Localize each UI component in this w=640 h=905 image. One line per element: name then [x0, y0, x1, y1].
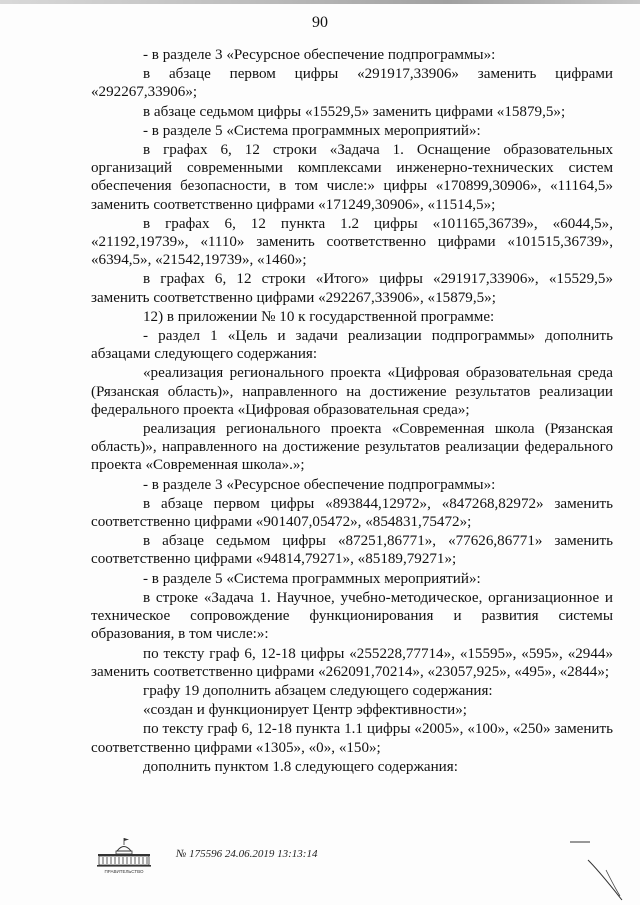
paragraph: в графах 6, 12 пункта 1.2 цифры «101165,36739», «6044,5», «21192,19739», «1110» заменить соответственно цифрами «101515,36739», «6394,5», «21542,19739», «1460»;: [91, 215, 613, 269]
paragraph: в графах 6, 12 строки «Задача 1. Оснащение образовательных организаций современными комплексами инженерно-технических систем обеспечения безопасности, в том числе:» цифры «170899,30906», «11164,5» заменить соответственно цифрами «171249,30906», «11514,5»;: [91, 142, 613, 213]
paragraph: реализация регионального проекта «Современная школа (Рязанская область)», направленного на достижение результатов реализации федерального проекта «Современная школа».»;: [91, 421, 613, 474]
paragraph: в строке «Задача 1. Научное, учебно-методическое, организационное и техническое сопровождение функционирования и развития системы образования, в том числе:»:: [91, 589, 613, 643]
paragraph: - в разделе 3 «Ресурсное обеспечение подпрограммы»:: [143, 476, 496, 493]
paragraph: - в разделе 5 «Система программных мероприятий»:: [143, 570, 481, 587]
paragraph: в абзаце первом цифры «291917,33906» заменить цифрами «292267,33906»;: [91, 66, 613, 101]
paragraph: графу 19 дополнить абзацем следующего содержания:: [143, 682, 493, 699]
paragraph: - раздел 1 «Цель и задачи реализации подпрограммы» дополнить абзацами следующего содержания:: [91, 328, 613, 363]
paragraph: «создан и функционирует Центр эффективности»;: [143, 702, 467, 719]
logo-caption: ПРАВИТЕЛЬСТВО: [104, 869, 144, 874]
page-number: 90: [312, 14, 328, 31]
paragraph: в абзаце седьмом цифры «15529,5» заменить цифрами «15879,5»;: [143, 103, 566, 120]
document-body: [91, 46, 613, 777]
paragraph: 12) в приложении № 10 к государственной программе:: [143, 308, 495, 325]
paragraph: по тексту граф 6, 12-18 цифры «255228,77714», «15595», «595», «2944» заменить соответственно цифрами «262091,70214», «23057,925», «495», «2844»;: [91, 645, 613, 680]
paragraph: в графах 6, 12 строки «Итого» цифры «291917,33906», «15529,5» заменить соответственно цифрами «292267,33906», «15879,5»;: [91, 271, 613, 306]
paragraph: в абзаце первом цифры «893844,12972», «847268,82972» заменить соответственно цифрами «901407,05472», «854831,75472»;: [91, 495, 613, 531]
document-registration-stamp: № 175596 24.06.2019 13:13:14: [176, 848, 318, 860]
document-footer: [94, 836, 317, 876]
paragraph: - в разделе 3 «Ресурсное обеспечение подпрограммы»:: [143, 47, 496, 63]
paragraph: по тексту граф 6, 12-18 пункта 1.1 цифры «2005», «100», «250» заменить соответственно цифрами «1305», «0», «150»;: [91, 721, 613, 756]
handwritten-mark: [560, 840, 640, 905]
paragraph: «реализация регионального проекта «Цифровая образовательная среда (Рязанская область)», направленного на достижение результатов реализации федерального проекта «Цифровая образовательная среда»;: [91, 365, 613, 418]
paragraph: дополнить пунктом 1.8 следующего содержания:: [143, 758, 458, 775]
paragraph: - в разделе 5 «Система программных мероприятий»:: [143, 122, 481, 139]
scan-top-edge: [0, 0, 640, 4]
paragraph: в абзаце седьмом цифры «87251,86771», «77626,86771» заменить соответственно цифрами «94814,79271», «85189,79271»;: [91, 533, 613, 568]
government-building-logo: [94, 836, 154, 876]
